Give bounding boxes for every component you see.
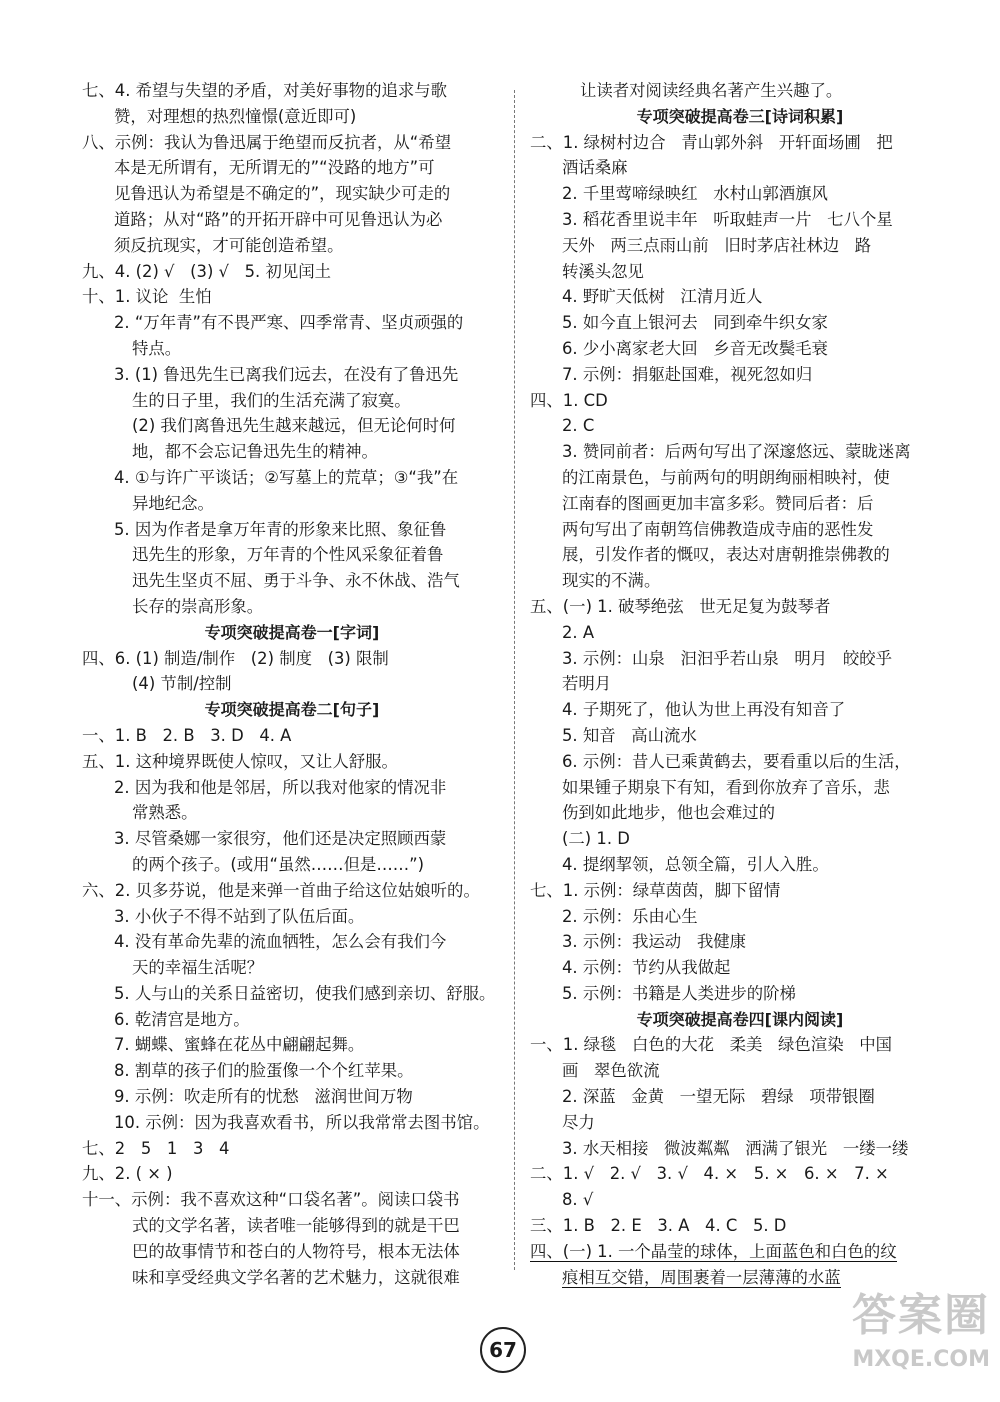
answer-line: 的两个孩子。(或用“虽然……但是……”): [132, 854, 425, 874]
answer-line: 3. 尽管桑娜一家很穷，他们还是决定照顾西蒙: [114, 829, 447, 849]
answer-line: 2. C: [562, 416, 595, 436]
answer-line: 痕相互交错，周围裹着一层薄薄的水蓝: [562, 1267, 841, 1287]
answer-line: 二、1. √ 2. √ 3. √ 4. × 5. × 6. × 7. ×: [530, 1164, 889, 1184]
answer-line: 5. 人与山的关系日益密切，使我们感到亲切、舒服。: [114, 983, 496, 1003]
answer-line: 四、(一) 1. 一个晶莹的球体，上面蓝色和白色的纹: [530, 1241, 897, 1261]
answer-line: 赞，对理想的热烈憧憬(意近即可): [114, 106, 357, 126]
answer-line: 七、4. 希望与失望的矛盾，对美好事物的追求与歌: [82, 81, 448, 100]
answer-line: 须反抗现实，才可能创造希望。: [114, 235, 344, 255]
answer-line: 6. 乾清宫是地方。: [114, 1009, 250, 1029]
answer-line: 巴的故事情节和苍白的人物符号，根本无法体: [132, 1241, 460, 1261]
answer-line: 2. 示例：乐由心生: [562, 906, 698, 926]
answer-line: 2. 深蓝 金黄 一望无际 碧绿 项带银圈: [562, 1087, 875, 1107]
answer-line: 七、1. 示例：绿草茵茵，脚下留情: [530, 880, 781, 900]
answer-line: 5. 因为作者是拿万年青的形象来比照、象征鲁: [114, 519, 447, 539]
answer-line: 地，都不会忘记鲁迅先生的精神。: [132, 442, 378, 462]
answer-line: 5. 知音 高山流水: [562, 725, 697, 745]
answer-line: 七、2 5 1 3 4: [82, 1138, 230, 1158]
answer-line: 3. 水天相接 微波粼粼 洒满了银光 一缕一缕: [562, 1138, 909, 1158]
answer-line: 展，引发作者的慨叹，表达对唐朝推崇佛教的: [562, 545, 890, 565]
answer-line: 7. 蝴蝶、蜜蜂在花丛中翩翩起舞。: [114, 1035, 365, 1055]
answer-line: 3. 赞同前者：后两句写出了深邃悠远、蒙眬迷离: [562, 442, 911, 462]
answer-line: (2) 我们离鲁迅先生越来越远，但无论何时何: [132, 416, 456, 436]
answer-line: 4. 示例：节约从我做起: [562, 958, 731, 978]
answer-line: 尽力: [562, 1112, 595, 1132]
answer-line: 8. 割草的孩子们的脸蛋像一个个红苹果。: [114, 1061, 414, 1081]
section-heading: 专项突破提高卷一[字词]: [204, 622, 380, 642]
answer-line: 如果锺子期泉下有知，看到你放弃了音乐，悲: [562, 777, 890, 797]
answer-line: 六、2. 贝多芬说，他是来弹一首曲子给这位姑娘听的。: [82, 880, 480, 900]
answer-line: 3. 小伙子不得不站到了队伍后面。: [114, 906, 365, 926]
answer-line: 2. “万年青”有不畏严寒、四季常青、坚贞顽强的: [114, 313, 464, 333]
answer-line: 八、示例：我认为鲁迅属于绝望而反抗者，从“希望: [82, 132, 452, 152]
answer-line: 画 翠色欲流: [562, 1061, 660, 1081]
answer-line: 4. 没有革命先辈的流血牺牲，怎么会有我们今: [114, 932, 447, 952]
answer-line: 一、1. B 2. B 3. D 4. A: [82, 725, 292, 745]
answer-line: 三、1. B 2. E 3. A 4. C 5. D: [530, 1216, 787, 1236]
answer-line: 四、1. CD: [530, 390, 608, 410]
answer-line: 二、1. 绿树村边合 青山郭外斜 开轩面场圃 把: [530, 132, 893, 152]
answer-line: 常熟悉。: [132, 803, 198, 823]
answer-line: 6. 示例：昔人已乘黄鹤去，要看重以后的生活，: [562, 751, 911, 771]
answer-line: 10. 示例：因为我喜欢看书，所以我常常去图书馆。: [114, 1112, 490, 1132]
answer-line: 4. ①与许广平谈话；②写墓上的荒草；③“我”在: [114, 467, 459, 487]
watermark-domain: MXQE.COM: [852, 1347, 990, 1372]
answer-line: 十、1. 议论 生怕: [82, 287, 212, 307]
answer-line: 迅先生坚贞不屈、勇于斗争、永不休战、浩气: [132, 571, 460, 591]
section-heading: 专项突破提高卷二[句子]: [204, 700, 380, 720]
answer-line: 6. 少小离家老大回 乡音无改鬓毛衰: [562, 338, 828, 358]
watermark-text: 答案圈: [852, 1290, 990, 1341]
answer-line: 让读者对阅读经典名著产生兴趣了。: [580, 81, 843, 100]
answer-line: 两句写出了南朝笃信佛教造成寺庙的恶性发: [562, 519, 874, 539]
section-heading: 专项突破提高卷四[课内阅读]: [636, 1009, 844, 1029]
answer-line: 式的文学名著，读者唯一能够得到的就是干巴: [132, 1216, 460, 1236]
answer-line: 4. 子期死了，他认为世上再没有知音了: [562, 700, 846, 720]
answer-line: 一、1. 绿毯 白色的大花 柔美 绿色渲染 中国: [530, 1035, 893, 1055]
answer-line: 3. 示例：我运动 我健康: [562, 932, 746, 952]
answer-line: 若明月: [562, 674, 612, 694]
answer-line: 四、6. (1) 制造/制作 (2) 制度 (3) 限制: [82, 648, 389, 668]
answer-line: 本是无所谓有，无所谓无的”“没路的地方”可: [114, 158, 435, 178]
answer-line: 2. 因为我和他是邻居，所以我对他家的情况非: [114, 777, 447, 797]
answer-line: 4. 野旷天低树 江清月近人: [562, 287, 763, 307]
right-column: [530, 78, 950, 1290]
answer-line: 3. (1) 鲁迅先生已离我们远去，在没有了鲁迅先: [114, 364, 459, 384]
left-column: [82, 78, 502, 1290]
answer-line: 天的幸福生活呢？: [132, 958, 264, 978]
answer-line: 特点。: [132, 338, 182, 358]
answer-line: 3. 示例：山泉 汩汩乎若山泉 明月 皎皎乎: [562, 648, 892, 668]
page-number: 67: [480, 1327, 526, 1373]
answer-line: 3. 稻花香里说丰年 听取蛙声一片 七八个星: [562, 209, 893, 229]
answer-line: 2. 千里莺啼绿映红 水村山郭酒旗风: [562, 184, 828, 204]
answer-line: 的江南景色，与前两句的明朗绚丽相映衬，使: [562, 467, 890, 487]
answer-line: 5. 示例：书籍是人类进步的阶梯: [562, 983, 796, 1003]
answer-line: 道路；从对“路”的开拓开辟中可见鲁迅认为必: [114, 209, 443, 229]
answer-line: 4. 提纲挈领，总领全篇，引人入胜。: [562, 854, 829, 874]
section-heading: 专项突破提高卷三[诗词积累]: [636, 106, 844, 126]
answer-line: 生的日子里，我们的生活充满了寂寞。: [132, 390, 411, 410]
answer-line: 十一、示例：我不喜欢这种“口袋名著”。阅读口袋书: [82, 1190, 460, 1210]
answer-line: (二) 1. D: [562, 829, 630, 849]
answer-line: 天外 两三点雨山前 旧时茅店社林边 路: [562, 235, 872, 255]
column-divider: [514, 90, 515, 1270]
answer-line: 长存的崇高形象。: [132, 596, 264, 616]
answer-line: 见鲁迅认为希望是不确定的”，现实缺少可走的: [114, 184, 451, 204]
answer-line: 转溪头忽见: [562, 261, 644, 281]
answer-line: 7. 示例：捐躯赴国难，视死忽如归: [562, 364, 813, 384]
answer-line: 9. 示例：吹走所有的忧愁 滋润世间万物: [114, 1087, 413, 1107]
answer-line: 酒话桑麻: [562, 158, 628, 178]
answer-line: 五、(一) 1. 破琴绝弦 世无足复为鼓琴者: [530, 596, 831, 616]
answer-line: 5. 如今直上银河去 同到牵牛织女家: [562, 313, 828, 333]
answer-line: 现实的不满。: [562, 571, 661, 591]
answer-line: 五、1. 这种境界既使人惊叹，又让人舒服。: [82, 751, 398, 771]
watermark-logo: [790, 1286, 990, 1396]
answer-line: 8. √: [562, 1190, 594, 1210]
answer-line: 江南春的图画更加丰富多彩。赞同后者：后: [562, 493, 874, 513]
answer-line: 味和享受经典文学名著的艺术魅力，这就很难: [132, 1267, 460, 1287]
answer-line: 伤到如此地步，他也会难过的: [562, 803, 776, 823]
answer-line: (4) 节制/控制: [132, 674, 232, 694]
answer-line: 九、2. ( × ): [82, 1164, 173, 1184]
answer-line: 九、4. (2) √ (3) √ 5. 初见闰土: [82, 261, 332, 281]
answer-line: 迅先生的形象，万年青的个性风采象征着鲁: [132, 545, 444, 565]
answer-line: 2. A: [562, 622, 595, 642]
answer-line: 异地纪念。: [132, 493, 214, 513]
